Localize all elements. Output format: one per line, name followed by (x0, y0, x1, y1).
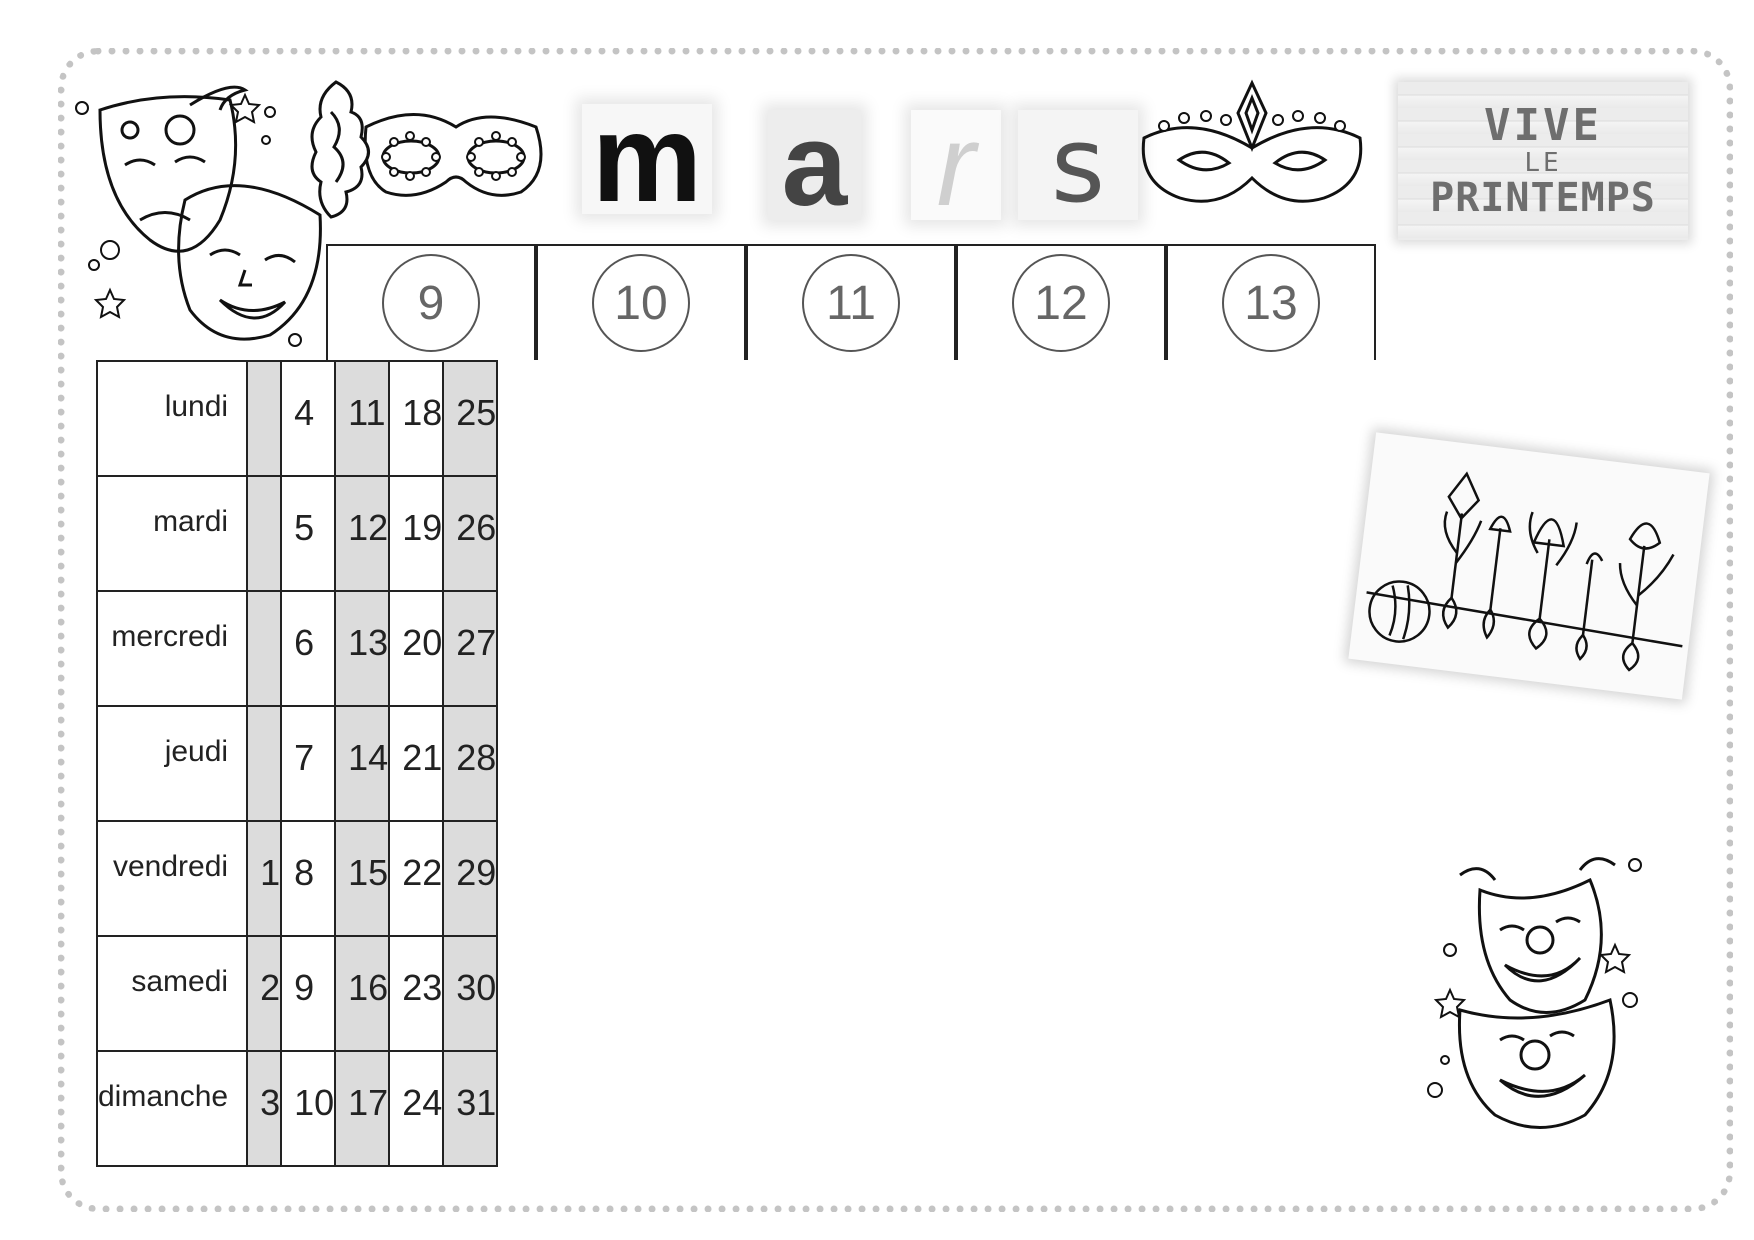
table-row (97, 591, 497, 706)
day-name: dimanche (97, 1051, 247, 1166)
date-cell: 21 (389, 706, 443, 821)
date-cell: 3 (247, 1051, 281, 1166)
date-cell: 20 (389, 591, 443, 706)
spring-banner (1398, 82, 1688, 240)
title-letter-a (768, 99, 861, 231)
date-cell: 6 (281, 591, 335, 706)
venetian-mask-icon (1134, 78, 1370, 214)
week-header (746, 244, 956, 360)
clown-masks-icon (1420, 850, 1650, 1140)
day-name: lundi (97, 361, 247, 476)
date-cell: 2 (247, 936, 281, 1051)
week-header (956, 244, 1166, 360)
date-cell: 9 (281, 936, 335, 1051)
date-cell: 19 (389, 476, 443, 591)
table-row (97, 706, 497, 821)
banner-line-2: LE (1524, 148, 1562, 178)
date-cell: 24 (389, 1051, 443, 1166)
date-cell: 22 (389, 821, 443, 936)
week-number: 13 (1222, 254, 1320, 352)
date-cell: 7 (281, 706, 335, 821)
date-cell: 31 (443, 1051, 497, 1166)
table-row (97, 476, 497, 591)
title-letter-s (1018, 104, 1138, 226)
date-cell: 17 (335, 1051, 389, 1166)
title-letter-text: s (1050, 104, 1106, 226)
day-name: mercredi (97, 591, 247, 706)
date-cell (247, 591, 281, 706)
date-cell (247, 361, 281, 476)
day-name: jeudi (97, 706, 247, 821)
banner-line-3: PRINTEMPS (1430, 175, 1656, 221)
date-cell: 10 (281, 1051, 335, 1166)
date-cell: 18 (389, 361, 443, 476)
date-cell: 29 (443, 821, 497, 936)
date-cell: 30 (443, 936, 497, 1051)
date-cell: 13 (335, 591, 389, 706)
table-row (97, 821, 497, 936)
title-letter-m (582, 90, 712, 228)
flower-mask-icon (306, 72, 550, 222)
date-cell (247, 706, 281, 821)
table-row (97, 1051, 497, 1166)
date-cell: 4 (281, 361, 335, 476)
week-number: 12 (1012, 254, 1110, 352)
date-cell: 5 (281, 476, 335, 591)
date-cell: 26 (443, 476, 497, 591)
date-cell: 14 (335, 706, 389, 821)
spring-flowers-picture (1348, 432, 1709, 699)
week-header (326, 244, 536, 360)
title-letter-text: r (936, 100, 976, 230)
table-row (97, 936, 497, 1051)
day-name: vendredi (97, 821, 247, 936)
week-number: 11 (802, 254, 900, 352)
week-header (1166, 244, 1376, 360)
calendar-grid (96, 360, 498, 1167)
date-cell: 25 (443, 361, 497, 476)
banner-line-1: VIVE (1484, 100, 1602, 151)
date-cell: 1 (247, 821, 281, 936)
week-number: 10 (592, 254, 690, 352)
week-number: 9 (382, 254, 480, 352)
date-cell (247, 476, 281, 591)
date-cell: 27 (443, 591, 497, 706)
date-cell: 23 (389, 936, 443, 1051)
title-letter-r (911, 100, 1001, 230)
date-cell: 12 (335, 476, 389, 591)
date-cell: 16 (335, 936, 389, 1051)
date-cell: 11 (335, 361, 389, 476)
day-name: mardi (97, 476, 247, 591)
theatre-masks-icon (70, 70, 340, 360)
day-name: samedi (97, 936, 247, 1051)
date-cell: 8 (281, 821, 335, 936)
date-cell: 28 (443, 706, 497, 821)
title-letter-text: a (781, 99, 848, 231)
week-header (536, 244, 746, 360)
title-letter-text: m (591, 90, 703, 228)
table-row (97, 361, 497, 476)
date-cell: 15 (335, 821, 389, 936)
spring-flowers-bulbs-icon (1348, 432, 1709, 699)
